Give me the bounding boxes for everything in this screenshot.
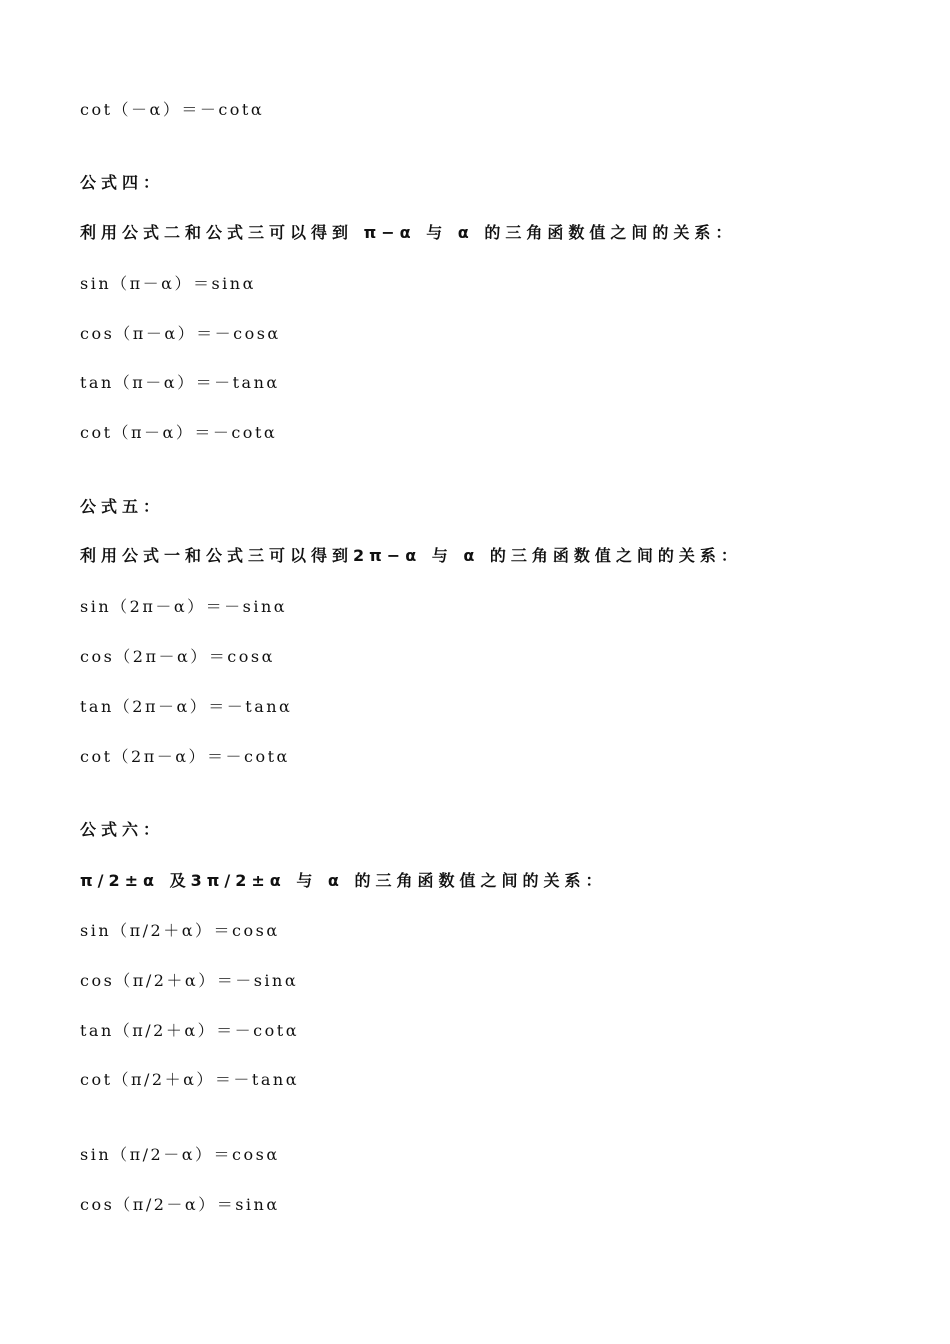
formula-cos-half-pi-minus: cos（π/2－α）＝sinα <box>80 1195 280 1214</box>
section-heading-formula-5: 公式五： <box>80 497 165 516</box>
section-description-formula-4: 利用公式二和公式三可以得到 π−α 与 α 的三角函数值之间的关系： <box>80 223 737 242</box>
formula-cos-pi-minus: cos（π－α）＝－cosα <box>80 324 281 343</box>
formula-cos-half-pi-plus: cos（π/2＋α）＝－sinα <box>80 971 299 990</box>
formula-sin-half-pi-plus: sin（π/2＋α）＝cosα <box>80 921 280 940</box>
section-heading-formula-6: 公式六： <box>80 820 165 839</box>
formula-tan-pi-minus: tan（π－α）＝－tanα <box>80 373 280 392</box>
formula-cot-pi-minus: cot（π－α）＝－cotα <box>80 423 278 442</box>
section-description-formula-5: 利用公式一和公式三可以得到2π−α 与 α 的三角函数值之间的关系： <box>80 546 742 565</box>
formula-sin-pi-minus: sin（π－α）＝sinα <box>80 274 256 293</box>
formula-sin-half-pi-minus: sin（π/2－α）＝cosα <box>80 1145 280 1164</box>
formula-cot-neg: cot（－α）＝－cotα <box>80 100 265 119</box>
formula-cot-2pi-minus: cot（2π－α）＝－cotα <box>80 747 290 766</box>
formula-tan-half-pi-plus: tan（π/2＋α）＝－cotα <box>80 1021 299 1040</box>
formula-sin-2pi-minus: sin（2π－α）＝－sinα <box>80 597 288 616</box>
section-heading-formula-4: 公式四： <box>80 173 165 192</box>
formula-cot-half-pi-plus: cot（π/2＋α）＝－tanα <box>80 1070 299 1089</box>
section-description-formula-6: π/2±α 及3π/2±α 与 α 的三角函数值之间的关系： <box>80 871 607 890</box>
formula-cos-2pi-minus: cos（2π－α）＝cosα <box>80 647 275 666</box>
formula-tan-2pi-minus: tan（2π－α）＝－tanα <box>80 697 293 716</box>
